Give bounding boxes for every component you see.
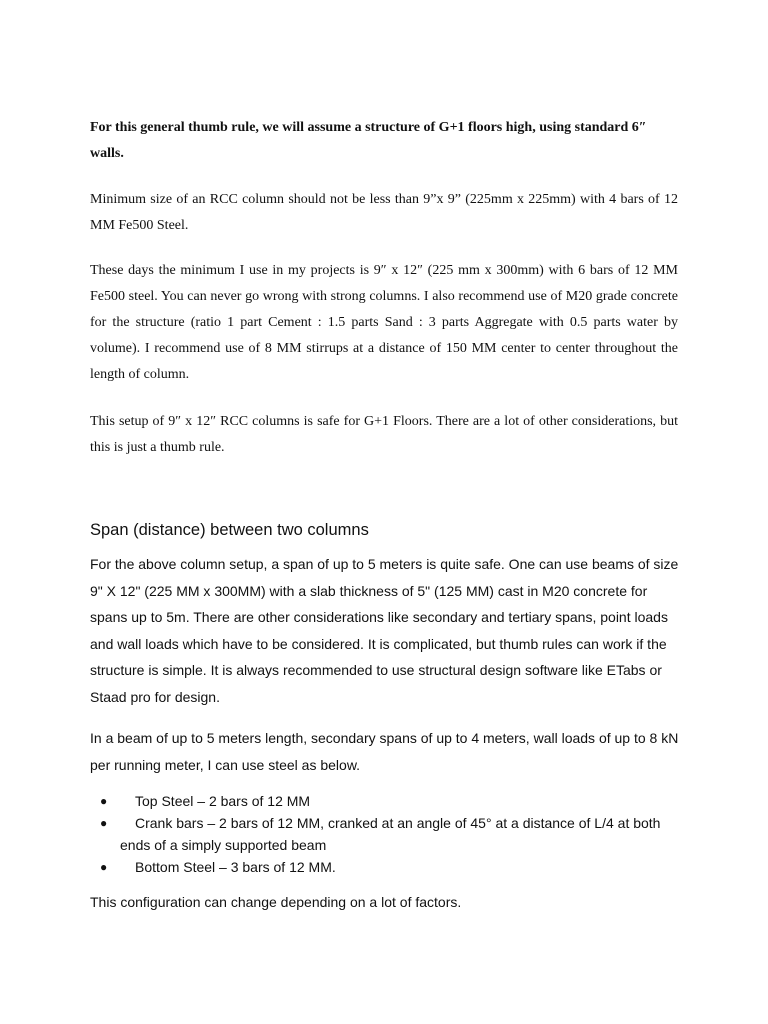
span-section-heading: Span (distance) between two columns	[90, 521, 369, 539]
intro-paragraph: For this general thumb rule, we will assume a structure of G+1 floors high, using standard 6″ walls.	[90, 120, 647, 161]
list-item-text: Crank bars – 2 bars of 12 MM, cranked at an angle of 45° at a distance of L/4 at both ends of a simply supported beam	[120, 815, 661, 853]
beam-paragraph: In a beam of up to 5 meters length, secondary spans of up to 4 meters, wall loads of up to 8 kN per running meter, I can use steel as below.	[90, 730, 679, 773]
minimum-column-use-paragraph: These days the minimum I use in my projects is 9″ x 12″ (225 mm x 300mm) with 6 bars of 12 MM Fe500 steel. You can never go wrong with strong columns. I also recommend use of M20 grade concrete for the structure (ratio 1 part Cement : 1.5 parts Sand : 3 parts Aggregate with 0.5 parts water by volume). I recommend use of 8 MM stirrups at a distance of 150 MM center to center throughout the length of column.	[90, 263, 678, 382]
min-column-size-paragraph: Minimum size of an RCC column should not be less than 9”x 9” (225mm x 225mm) with 4 bars of 12 MM Fe500 Steel.	[90, 192, 678, 233]
bullet-icon: ●	[100, 816, 108, 830]
configuration-paragraph: This configuration can change depending on a lot of factors.	[90, 894, 462, 910]
list-item-text: Bottom Steel – 3 bars of 12 MM.	[135, 859, 336, 875]
column-setup-safe-paragraph: This setup of 9″ x 12″ RCC columns is safe for G+1 Floors. There are a lot of other considerations, but this is just a thumb rule.	[90, 414, 678, 455]
bullet-icon: ●	[100, 860, 108, 874]
list-item-text: Top Steel – 2 bars of 12 MM	[135, 793, 311, 809]
steel-list	[90, 790, 690, 878]
span-paragraph: For the above column setup, a span of up to 5 meters is quite safe. One can use beams of size 9" X 12" (225 MM x 300MM) with a slab thickness of 5" (125 MM) cast in M20 concrete for spans up to 5m. There are other considerations like secondary and tertiary spans, point loads and wall loads which have to be considered. It is complicated, but thumb rules can work if the structure is simple. It is always recommended to use structural design software like ETabs or Staad pro for design.	[90, 556, 679, 705]
list-item	[90, 812, 690, 856]
list-item	[90, 790, 690, 812]
list-item	[90, 856, 690, 878]
bullet-icon: ●	[100, 794, 108, 808]
